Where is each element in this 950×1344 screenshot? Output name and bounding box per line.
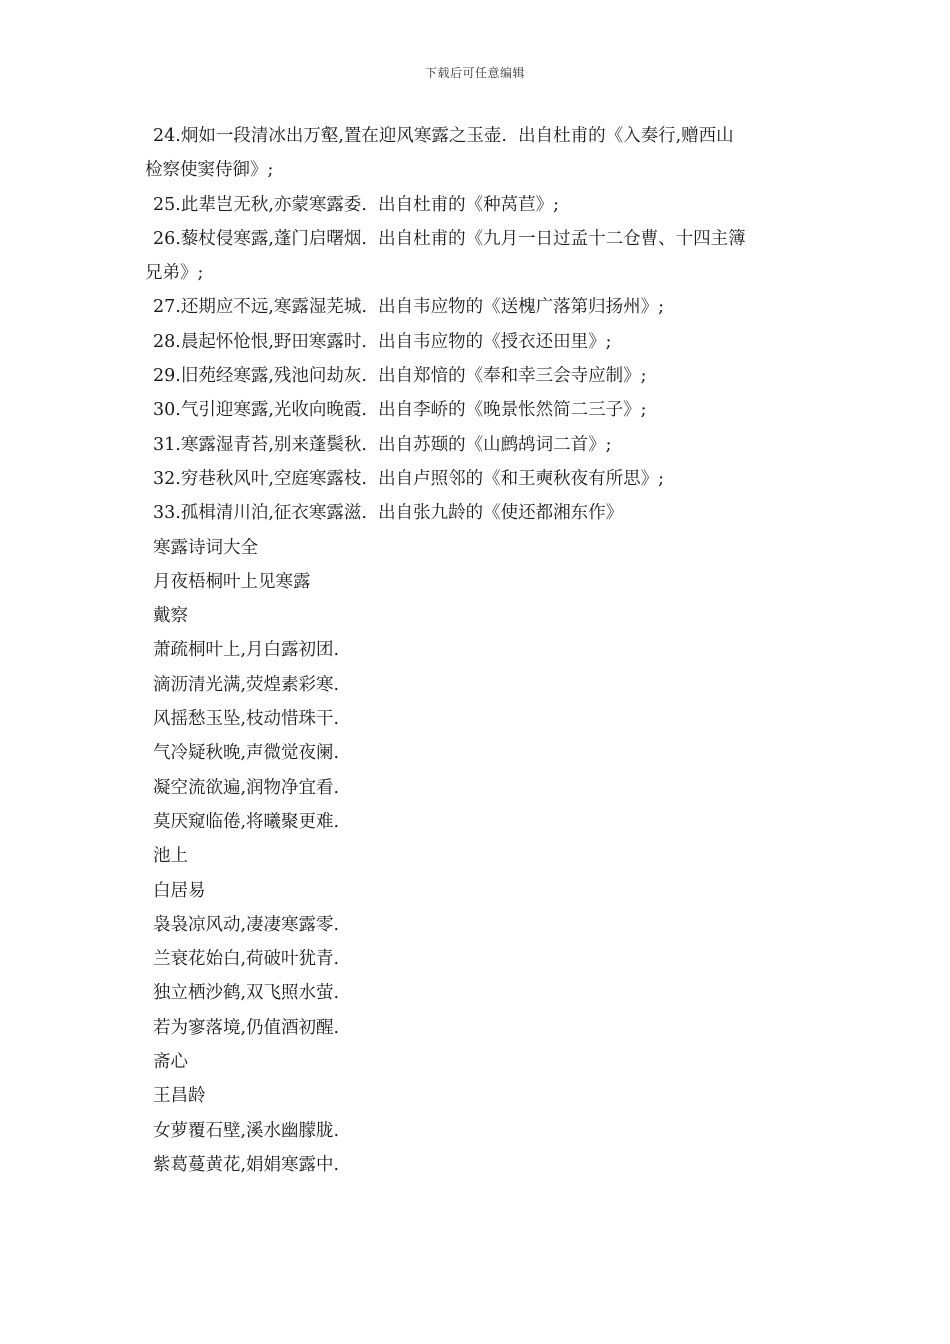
text-line: 31.寒露湿青苔,别来蓬鬓秋. 出自苏颋的《山鹧鸪词二首》; bbox=[153, 434, 612, 455]
text-line: 32.穷巷秋风叶,空庭寒露枝. 出自卢照邻的《和王奭秋夜有所思》; bbox=[153, 468, 664, 489]
text-line: 26.藜杖侵寒露,蓬门启曙烟. 出自杜甫的《九月一日过孟十二仓曹、十四主簿 bbox=[153, 228, 746, 249]
text-line: 27.还期应不远,寒露湿芜城. 出自韦应物的《送槐广落第归扬州》; bbox=[153, 297, 664, 318]
text-line: 24.炯如一段清冰出万壑,置在迎风寒露之玉壶. 出自杜甫的《入奏行,赠西山 bbox=[153, 126, 734, 146]
poem-author: 戴察 bbox=[153, 606, 188, 627]
poem-title: 斋心 bbox=[153, 1052, 188, 1073]
poem-line: 凝空流欲遍,润物净宜看. bbox=[153, 777, 340, 798]
text-line: 25.此辈岂无秋,亦蒙寒露委. 出自杜甫的《种莴苣》; bbox=[153, 194, 559, 215]
section-heading: 寒露诗词大全 bbox=[153, 537, 258, 558]
poem-line: 若为寥落境,仍值酒初醒. bbox=[153, 1017, 340, 1038]
poem-line: 滴沥清光满,荧煌素彩寒. bbox=[153, 674, 340, 695]
poem-title: 月夜梧桐叶上见寒露 bbox=[153, 571, 311, 592]
text-line: 兄弟》; bbox=[145, 263, 204, 284]
document-body bbox=[145, 119, 810, 1182]
poem-line: 独立栖沙鹤,双飞照水萤. bbox=[153, 983, 340, 1004]
poem-line: 袅袅凉风动,凄凄寒露零. bbox=[153, 914, 340, 935]
poem-line: 莫厌窥临倦,将曦聚更难. bbox=[153, 811, 340, 832]
poem-line: 气冷疑秋晚,声微觉夜阑. bbox=[153, 743, 340, 764]
text-line: 检察使窦侍御》; bbox=[145, 160, 274, 181]
poem-line: 兰衰花始白,荷破叶犹青. bbox=[153, 949, 340, 970]
poem-line: 女萝覆石壁,溪水幽朦胧. bbox=[153, 1120, 340, 1141]
page-header: 下载后可任意编辑 bbox=[424, 66, 525, 80]
poem-author: 白居易 bbox=[153, 880, 206, 901]
poem-title: 池上 bbox=[153, 846, 188, 867]
text-line: 29.旧苑经寒露,残池问劫灰. 出自郑愔的《奉和幸三会寺应制》; bbox=[153, 366, 647, 387]
text-line: 28.晨起怀怆恨,野田寒露时. 出自韦应物的《授衣还田里》; bbox=[153, 331, 612, 352]
text-line: 33.孤楫清川泊,征衣寒露滋. 出自张九龄的《使还都湘东作》 bbox=[153, 503, 624, 524]
text-line: 30.气引迎寒露,光收向晚霞. 出自李峤的《晚景怅然简二三子》; bbox=[153, 400, 647, 421]
poem-line: 萧疏桐叶上,月白露初团. bbox=[153, 640, 340, 661]
poem-line: 紫葛蔓黄花,娟娟寒露中. bbox=[153, 1154, 340, 1175]
poem-author: 王昌龄 bbox=[153, 1086, 206, 1107]
poem-line: 风摇愁玉坠,枝动惜珠干. bbox=[153, 709, 340, 730]
